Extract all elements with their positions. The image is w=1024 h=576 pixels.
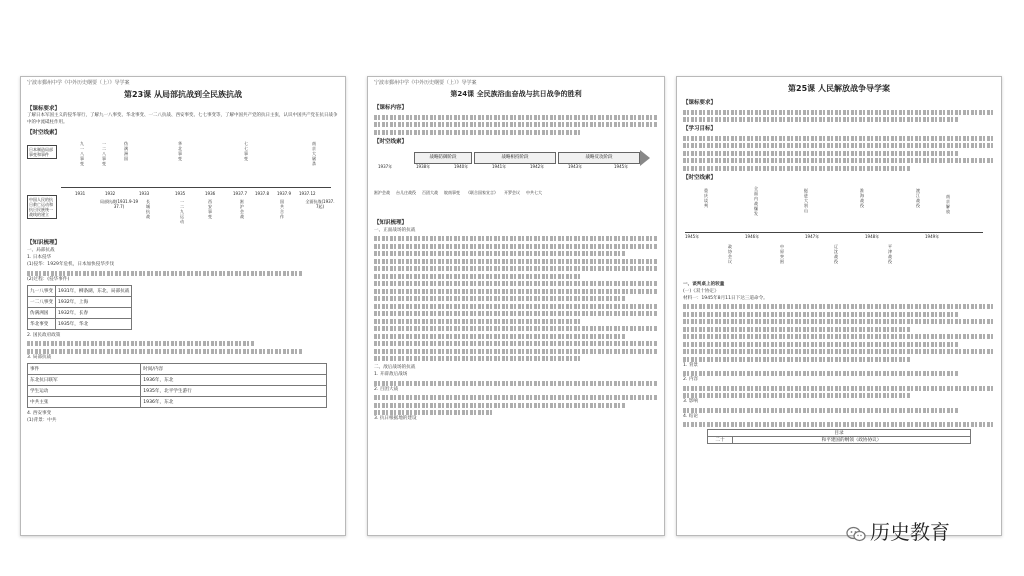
outline-item: 1. 日本侵华 [27,255,52,260]
text-line [683,312,958,317]
timeline-note: 国共合作 [280,199,284,219]
timeline [27,139,339,234]
timeline-event: 九一八事变 [80,141,84,166]
outline-item: 4. 结论 [683,413,699,419]
document-page-1 [20,76,346,536]
timeline-year: 1948年 [865,233,880,239]
timeline [683,184,995,279]
text-line [683,151,958,156]
timeline-year: 1949年 [925,233,940,239]
text-line [374,395,658,400]
summary-box [707,429,971,444]
text-line [374,326,658,331]
timeline-note: 淞沪会战 [240,199,244,219]
text-line [374,274,581,279]
text-line [374,381,658,386]
table-row [28,285,132,296]
text-line [374,334,626,339]
text-line [374,356,581,361]
stage-label: 战略反攻阶段 [558,152,640,164]
outline-item: 4. 西安事变 [27,410,52,416]
table-row [28,385,327,396]
outline-item: (1)侵华：1929年危机，日本加快侵华步伐 [27,262,115,267]
arrow-head-icon [640,150,650,166]
text-line [374,122,658,127]
timeline-year: 1931 [75,191,86,196]
text-line [374,319,581,324]
timeline-year: 1937.8 [255,191,269,196]
timeline-event: 《联合国家宣言》 [466,189,498,195]
stage-label: 战略相持阶段 [474,152,556,164]
timeline-year: 1945年 [614,163,629,169]
text-line [374,115,658,120]
table-cell: 1936年，东北 [141,374,327,385]
table-row [28,396,327,407]
table-row [28,374,327,385]
timeline-event: 全面内战爆发 [754,185,758,216]
outline-item: 一、谈判桌上的较量 [683,281,725,287]
text-line [27,341,254,346]
text-line [683,304,995,309]
outline-item: 一、局部抗战 [27,248,55,253]
text-line [683,319,995,324]
timeline-event: 平津战役 [888,243,892,264]
text-line [374,349,658,354]
timeline-year: 1933 [139,191,150,196]
text-line [374,244,658,249]
text-line [27,349,302,354]
text-line [374,311,658,316]
table-cell: 学生运动 [28,385,141,396]
text-line [374,266,658,271]
timeline-event: 淮海战役 [860,187,864,208]
outline-item: 二、敌后战场的抗战 [374,365,416,370]
timeline-event: 一二八事变 [102,141,106,166]
timeline-event: 挺进大别山 [804,187,808,213]
timeline-year: 1945年 [685,233,700,239]
text-line [683,143,995,148]
timeline-note: 西安事变 [208,199,212,219]
table-cell: 事件 [28,363,141,374]
text-line [374,304,658,309]
outline-item: (1)背景：中共 [27,417,57,423]
section-heading: 【课标要求】 [27,106,61,112]
table-cell: 伪满洲国 [28,307,56,318]
page-title: 第25课 人民解放战争导学案 [788,84,890,93]
table-cell: 时间/内容 [141,363,327,374]
text-line [683,136,995,141]
page-title: 第24课 全民族浴血奋战与抗日战争的胜利 [450,90,582,98]
timeline-year: 1946年 [745,233,760,239]
timeline-axis [685,232,983,233]
outline-item: (一)《双十协定》 [683,288,719,294]
timeline-year: 1937.9 [277,191,291,196]
timeline-event: 辽沈战役 [834,243,838,264]
timeline-event: 皖南事变 [444,189,460,195]
timeline-event: 开罗会议 [504,189,520,195]
timeline-event: 中原突围 [780,243,784,264]
section-heading: 【时空线索】 [683,174,717,181]
text-line [374,296,626,301]
timeline-label: 中国人民的抗日救亡运动和抗日民族统一战线的建立 [27,195,57,219]
text-line [683,327,910,332]
text-line [683,349,995,354]
text-line [683,166,910,171]
timeline-note: 长城抗战 [146,199,150,219]
timeline-year: 1937.7 [233,191,247,196]
section-heading: 【时空线索】 [27,130,61,136]
page-header: 宁波市鄞州中学《中外历史纲要（上）》导学案 [374,80,477,86]
summary-box-row [708,437,970,443]
text-line [27,271,302,276]
timeline-axis [61,187,331,188]
watermark-text: 历史教育 [870,520,950,544]
text-line [683,422,995,427]
timeline-label: 日本制造局部事变和事件 [27,145,57,159]
text-line [683,342,958,347]
timeline-year: 1937年 [378,163,393,169]
wechat-icon [846,523,866,539]
timeline-year: 1938年 [416,163,431,169]
outline-item: 3. 抗日根据地的建设 [374,416,417,421]
timeline-event: 渡江战役 [916,187,920,208]
text-line [683,393,910,398]
table-cell: 中共主张 [28,396,141,407]
timeline-year: 1932 [105,191,116,196]
outline-item: 一、正面战场的抗战 [374,227,416,233]
outline-item: 2. 百团大战 [374,386,399,392]
page-title: 第23课 从局部抗战到全民族抗战 [124,90,242,99]
table-row [28,318,132,329]
text-line [374,236,658,241]
outline-item: (2)过程：(侵华事件) [27,276,70,282]
table-cell: 1932年，上海 [55,296,131,307]
timeline-event: 重庆谈判 [704,187,708,208]
summary-box-cell: 和平建国的纲领（政协协议） [821,438,882,443]
table-row [28,363,327,374]
events-table [27,285,132,330]
text-line [374,259,658,264]
section-heading: 【时空线索】 [374,138,408,145]
timeline-year: 1937.12 [299,191,316,196]
section-heading: 【课标内容】 [374,105,408,111]
timeline-year: 1935 [175,191,186,196]
timeline-year: 1941年 [492,163,507,169]
timeline-year: 1947年 [805,233,820,239]
document-page-2 [367,76,665,536]
outline-item: 2. 国民政府政策 [27,332,61,338]
document-page-3 [676,76,1002,536]
text-line [683,334,995,339]
timeline-event: 伪满洲国 [124,141,128,161]
summary-box-title: 目录 [708,430,970,437]
timeline-year: 1942年 [530,163,545,169]
text-line [683,408,958,413]
timeline-year: 1940年 [454,163,469,169]
timeline-event: 台儿庄战役 [396,189,416,195]
timeline-year: 1936 [205,191,216,196]
timeline-event: 中共七大 [526,189,542,195]
text-line [683,117,958,122]
timeline-event: 七七事变 [244,141,248,161]
table-cell: 1935年，北平学生游行 [141,385,327,396]
table-cell: 一二八事变 [28,296,56,307]
section-heading: 【知识梳理】 [374,219,408,226]
outline-item: 3. 局部抗战 [27,354,52,360]
timeline-year: 1943年 [568,163,583,169]
outline-item: 1. 背景 [683,362,699,368]
summary-box-cell: 二十 [708,437,733,443]
text-line [683,371,958,376]
table-cell: 华北事变 [28,318,56,329]
table-row [28,296,132,307]
outline-item: 1. 开辟敌后战场 [374,372,408,377]
text-line [374,281,658,286]
outline-item: 2. 内容 [683,377,699,382]
text-line [374,410,492,415]
stage-timeline [374,148,658,188]
text-line [374,289,658,294]
table-cell: 1932年，长春 [55,307,131,318]
outline-item: 3. 影响 [683,399,699,404]
timeline-note: 一二九运动 [180,199,184,224]
text-line [683,386,995,391]
timeline-event: 政协会议 [728,243,732,264]
table-cell: 1931年，柳条湖，东北，局部抗战 [55,285,131,296]
timeline-event: 南京大屠杀 [312,141,316,166]
text-line [374,251,626,256]
page-header: 宁波市鄞州中学《中外历史纲要（上）》导学案 [27,80,130,86]
table-cell: 东北抗日联军 [28,374,141,385]
stage-label: 战略防御阶段 [414,152,472,164]
text-line [683,158,995,163]
text-line [374,341,658,346]
outline-item: 材料一：1945年8月11日下达三道命令。 [683,295,768,301]
timeline-event: 淞沪会战 [374,189,390,195]
timeline-event: 南京解放 [946,193,950,214]
text-line [374,130,581,135]
section-heading: 【课标要求】 [683,100,717,106]
timeline-event: 华北事变 [178,141,182,161]
resistance-table [27,363,327,408]
table-cell: 九一八事变 [28,285,56,296]
section-heading: 【学习目标】 [683,126,717,132]
timeline-event: 百团大战 [422,189,438,195]
table-row [28,307,132,318]
timeline-note: 全面抗战(1937.7起) [305,199,335,209]
text-line [683,357,910,362]
text-line [374,403,626,408]
table-cell: 1936年，东北 [141,396,327,407]
watermark [846,516,950,545]
text-line [683,110,995,115]
timeline-note: 局部抗战(1931.9-1937.7) [99,199,139,209]
section-heading: 【知识梳理】 [27,240,61,246]
paragraph: 了解日本军国主义的侵华罪行，了解九一八事变、华北事变、一二八抗战、西安事变、七七事变等，了解中国共产党的抗日主张，认识中国共产党在抗日战争中的中流砥柱作用。 [27,113,338,125]
table-cell: 1935年，华北 [55,318,131,329]
